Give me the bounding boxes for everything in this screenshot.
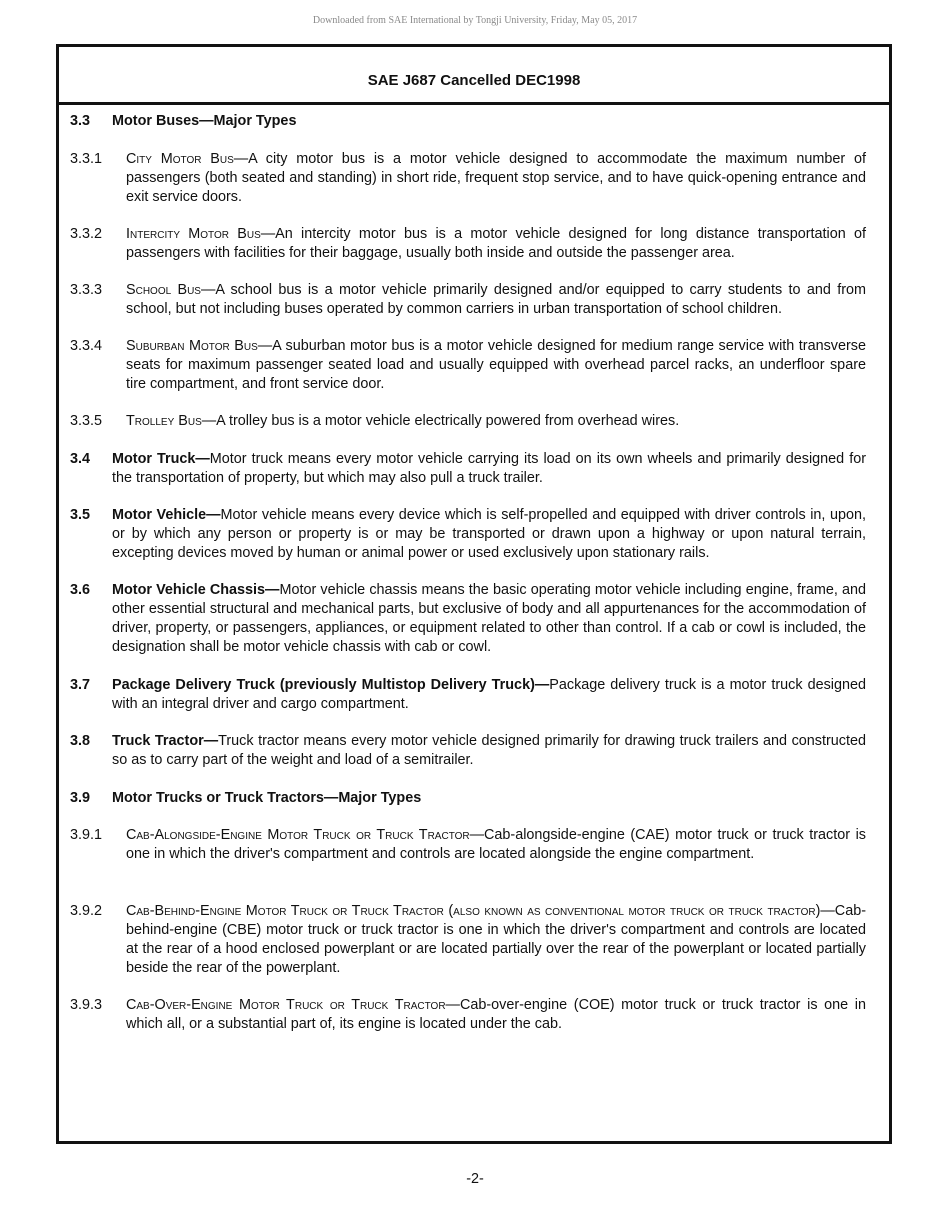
definition-text: —Cab-over-engine (COE) motor truck or truck tractor is one in which all, or a substantial part of, its engine is located under the cab.: [126, 997, 867, 1032]
section-number: 3.9: [70, 790, 91, 806]
section-number: 3.4: [70, 451, 91, 467]
defined-term: Cab-Alongside-Engine Motor Truck or Truck Tractor: [126, 827, 470, 843]
defined-term: Motor Truck—: [112, 451, 210, 467]
defined-term: Suburban Motor Bus: [126, 338, 258, 354]
defined-term: Truck Tractor—: [112, 733, 219, 749]
section-body: [126, 225, 866, 263]
definition-text: —Cab-behind-engine (CBE) motor truck or truck tractor is one in which the driver's compartment and controls are located at the rear of a hood enclosed powerplant or are located partially over the rear of the powerplant or located partially beside the rear of the powerplant.: [126, 903, 866, 976]
definition-text: Motor vehicle chassis means the basic operating motor vehicle including engine, frame, and other essential structural and mechanical parts, but exclusive of body and all appurtenances for the accommodation of driver, property, or passengers, appliances, or equipment related to other than control. If a cab or cowl is included, the designation shall be motor vehicle chassis with cab or cowl.: [112, 582, 866, 655]
definition-text: —An intercity motor bus is a motor vehicle designed for long distance transportation of passengers with facilities for their baggage, usually both inside and outside the passenger area.: [126, 226, 866, 261]
defined-term: Package Delivery Truck (previously Multistop Delivery Truck)—: [112, 677, 550, 693]
defined-term: City Motor Bus: [126, 151, 234, 167]
defined-term: Trolley Bus: [126, 413, 202, 429]
section-body: [112, 676, 866, 714]
section-number: 3.9.2: [70, 903, 103, 919]
section-number: 3.3.1: [70, 151, 103, 167]
section-number: 3.9.1: [70, 827, 103, 843]
defined-term: Cab-Over-Engine Motor Truck or Truck Tractor: [126, 997, 446, 1013]
definition-text: —A trolley bus is a motor vehicle electrically powered from overhead wires.: [201, 413, 680, 429]
document-title: SAE J687 Cancelled DEC1998: [367, 72, 581, 89]
section-body: [126, 412, 866, 431]
header-band: [59, 47, 889, 105]
definition-text: Package delivery truck is a motor truck designed with an integral driver and cargo compartment.: [112, 677, 866, 712]
definition-text: —A suburban motor bus is a motor vehicle designed for medium range service with transverse seats for maximum passenger seated load and usually equipped with overhead parcel racks, an underfloor spare tire compartment, and front service door.: [126, 338, 866, 392]
section-title: Motor Trucks or Truck Tractors—Major Types: [112, 790, 422, 806]
definition-text: —A school bus is a motor vehicle primarily designed and/or equipped to carry students to and from school, but not including buses operated by common carriers in urban transportation of school children.: [126, 282, 866, 317]
section-body: [126, 337, 866, 394]
section-number: 3.3.4: [70, 338, 103, 354]
section-title: Motor Buses—Major Types: [112, 113, 297, 129]
section-number: 3.6: [70, 582, 91, 598]
section-body: [126, 826, 866, 864]
section-body: [112, 506, 866, 563]
defined-term: Cab-Behind-Engine Motor Truck or Truck Tractor (also known as conventional motor truck or truck tractor): [126, 903, 821, 919]
definition-text: Motor truck means every motor vehicle carrying its load on its own wheels and primarily designed for the transportation of property, but which may also pull a truck trailer.: [112, 451, 867, 486]
section-body: [112, 450, 866, 488]
section-number: 3.3.5: [70, 413, 103, 429]
section-number: 3.5: [70, 507, 91, 523]
definition-text: —A city motor bus is a motor vehicle designed to accommodate the maximum number of passengers (both seated and standing) in short ride, frequent stop service, and to have quick-opening entrance and exit service doors.: [126, 151, 866, 205]
section-body: [126, 902, 866, 978]
defined-term: School Bus: [126, 282, 201, 298]
definition-text: Motor vehicle means every device which is self-propelled and equipped with driver controls in, upon, or by which any person or property is or may be transported or drawn upon a highway or upon natural terrain, excepting devices moved by human or animal power or used exclusively upon stationary rails.: [112, 507, 866, 561]
definition-text: Truck tractor means every motor vehicle designed primarily for drawing truck trailers and constructed so as to carry part of the weight and load of a semitrailer.: [112, 733, 866, 768]
section-body: [126, 281, 866, 319]
section-number: 3.7: [70, 677, 91, 693]
section-body: [126, 996, 866, 1034]
download-watermark: Downloaded from SAE International by Tongji University, Friday, May 05, 2017: [312, 15, 638, 26]
defined-term: Motor Vehicle—: [112, 507, 221, 523]
section-number: 3.9.3: [70, 997, 103, 1013]
section-number: 3.3.3: [70, 282, 103, 298]
section-number: 3.3: [70, 113, 91, 129]
defined-term: Motor Vehicle Chassis—: [112, 582, 280, 598]
section-number: 3.3.2: [70, 226, 103, 242]
section-body: [126, 150, 866, 207]
defined-term: Intercity Motor Bus: [126, 226, 261, 242]
section-body: [112, 732, 866, 770]
definition-text: —Cab-alongside-engine (CAE) motor truck or truck tractor is one in which the driver's compartment and controls are located alongside the engine compartment.: [126, 827, 866, 862]
section-body: [112, 581, 866, 657]
section-number: 3.8: [70, 733, 91, 749]
page-number: -2-: [466, 1171, 484, 1187]
